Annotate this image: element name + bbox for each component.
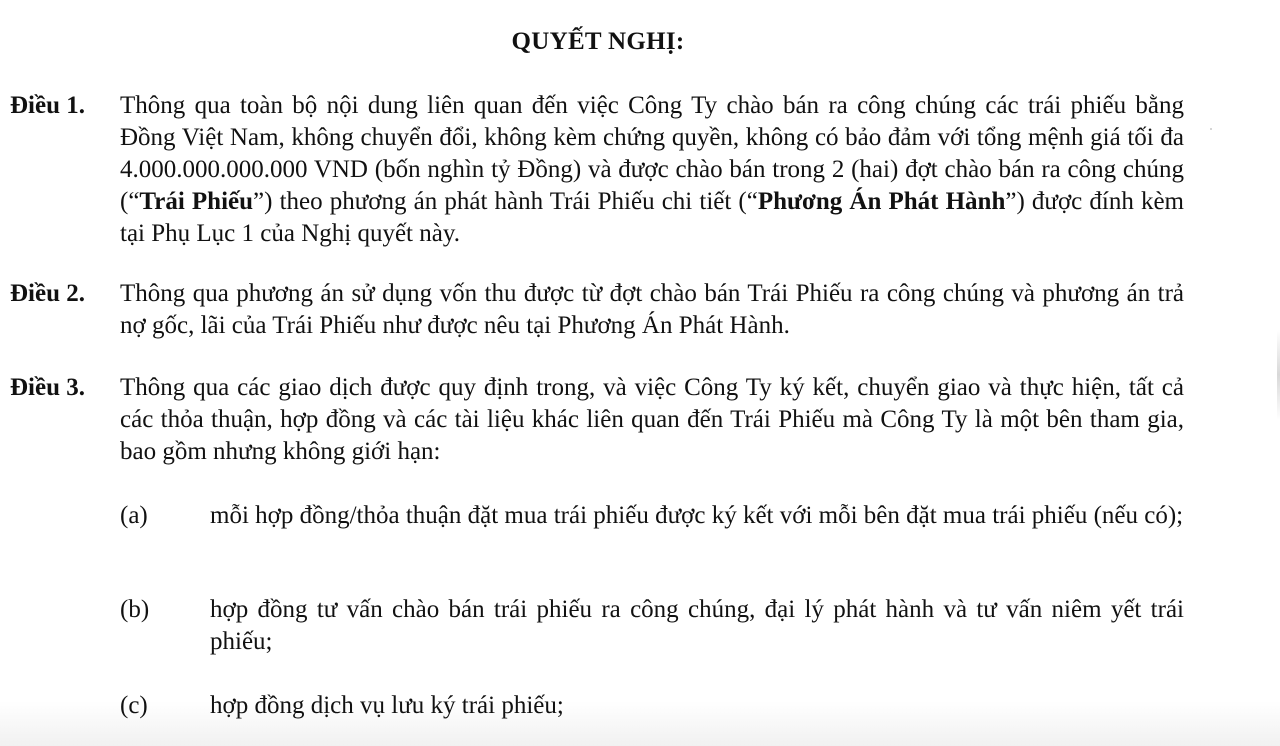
- defined-term-trai-phieu: Trái Phiếu: [139, 188, 254, 215]
- article-1-label: Điều 1.: [10, 92, 85, 119]
- list-item-label: (b): [120, 596, 150, 623]
- article-1-text-part: Thông qua toàn bộ nội dung liên quan đến việc Công Ty chào bán ra công chúng các trái phiếu bằng Đồng Việt Nam, không chuyển đổi, không kèm chứng quyền, không có bảo đảm với tổng mệnh giá tối đa 4.000.000.000.000 VND (bốn nghìn tỷ Đồng) và được chào bán trong 2 (hai) đợt chào bán ra công chúng (“: [120, 92, 1184, 215]
- list-item-text: mỗi hợp đồng/thỏa thuận đặt mua trái phiếu được ký kết với mỗi bên đặt mua trái phiếu (nếu có);: [210, 502, 1184, 529]
- list-item-label: (c): [120, 692, 148, 719]
- resolution-title: QUYẾT NGHỊ:: [511, 28, 685, 55]
- article-1-text-part: ”) được đính kèm tại Phụ Lục 1 của Nghị quyết này.: [120, 188, 1184, 247]
- article-1-text-part: ”) theo phương án phát hành Trái Phiếu chi tiết (“: [253, 188, 758, 215]
- defined-term-phuong-an-phat-hanh: Phương Án Phát Hành: [757, 188, 1006, 215]
- article-3-label: Điều 3.: [10, 374, 85, 401]
- article-2-text: Thông qua phương án sử dụng vốn thu được từ đợt chào bán Trái Phiếu ra công chúng và phương án trả nợ gốc, lãi của Trái Phiếu như được nêu tại Phương Án Phát Hành.: [120, 280, 1184, 339]
- article-3-text: Thông qua các giao dịch được quy định trong, và việc Công Ty ký kết, chuyển giao và thực hiện, tất cả các thỏa thuận, hợp đồng và các tài liệu khác liên quan đến Trái Phiếu mà Công Ty là một bên tham gia, bao gồm nhưng không giới hạn:: [120, 374, 1184, 465]
- list-item-label: (a): [120, 502, 148, 529]
- list-item-text: hợp đồng tư vấn chào bán trái phiếu ra công chúng, đại lý phát hành và tư vấn niêm yết trái phiếu;: [210, 596, 1184, 655]
- article-2-label: Điều 2.: [10, 280, 85, 307]
- article-1-text: [120, 90, 1184, 250]
- scan-speck: [1210, 128, 1212, 130]
- list-item-text: hợp đồng dịch vụ lưu ký trái phiếu;: [210, 692, 564, 719]
